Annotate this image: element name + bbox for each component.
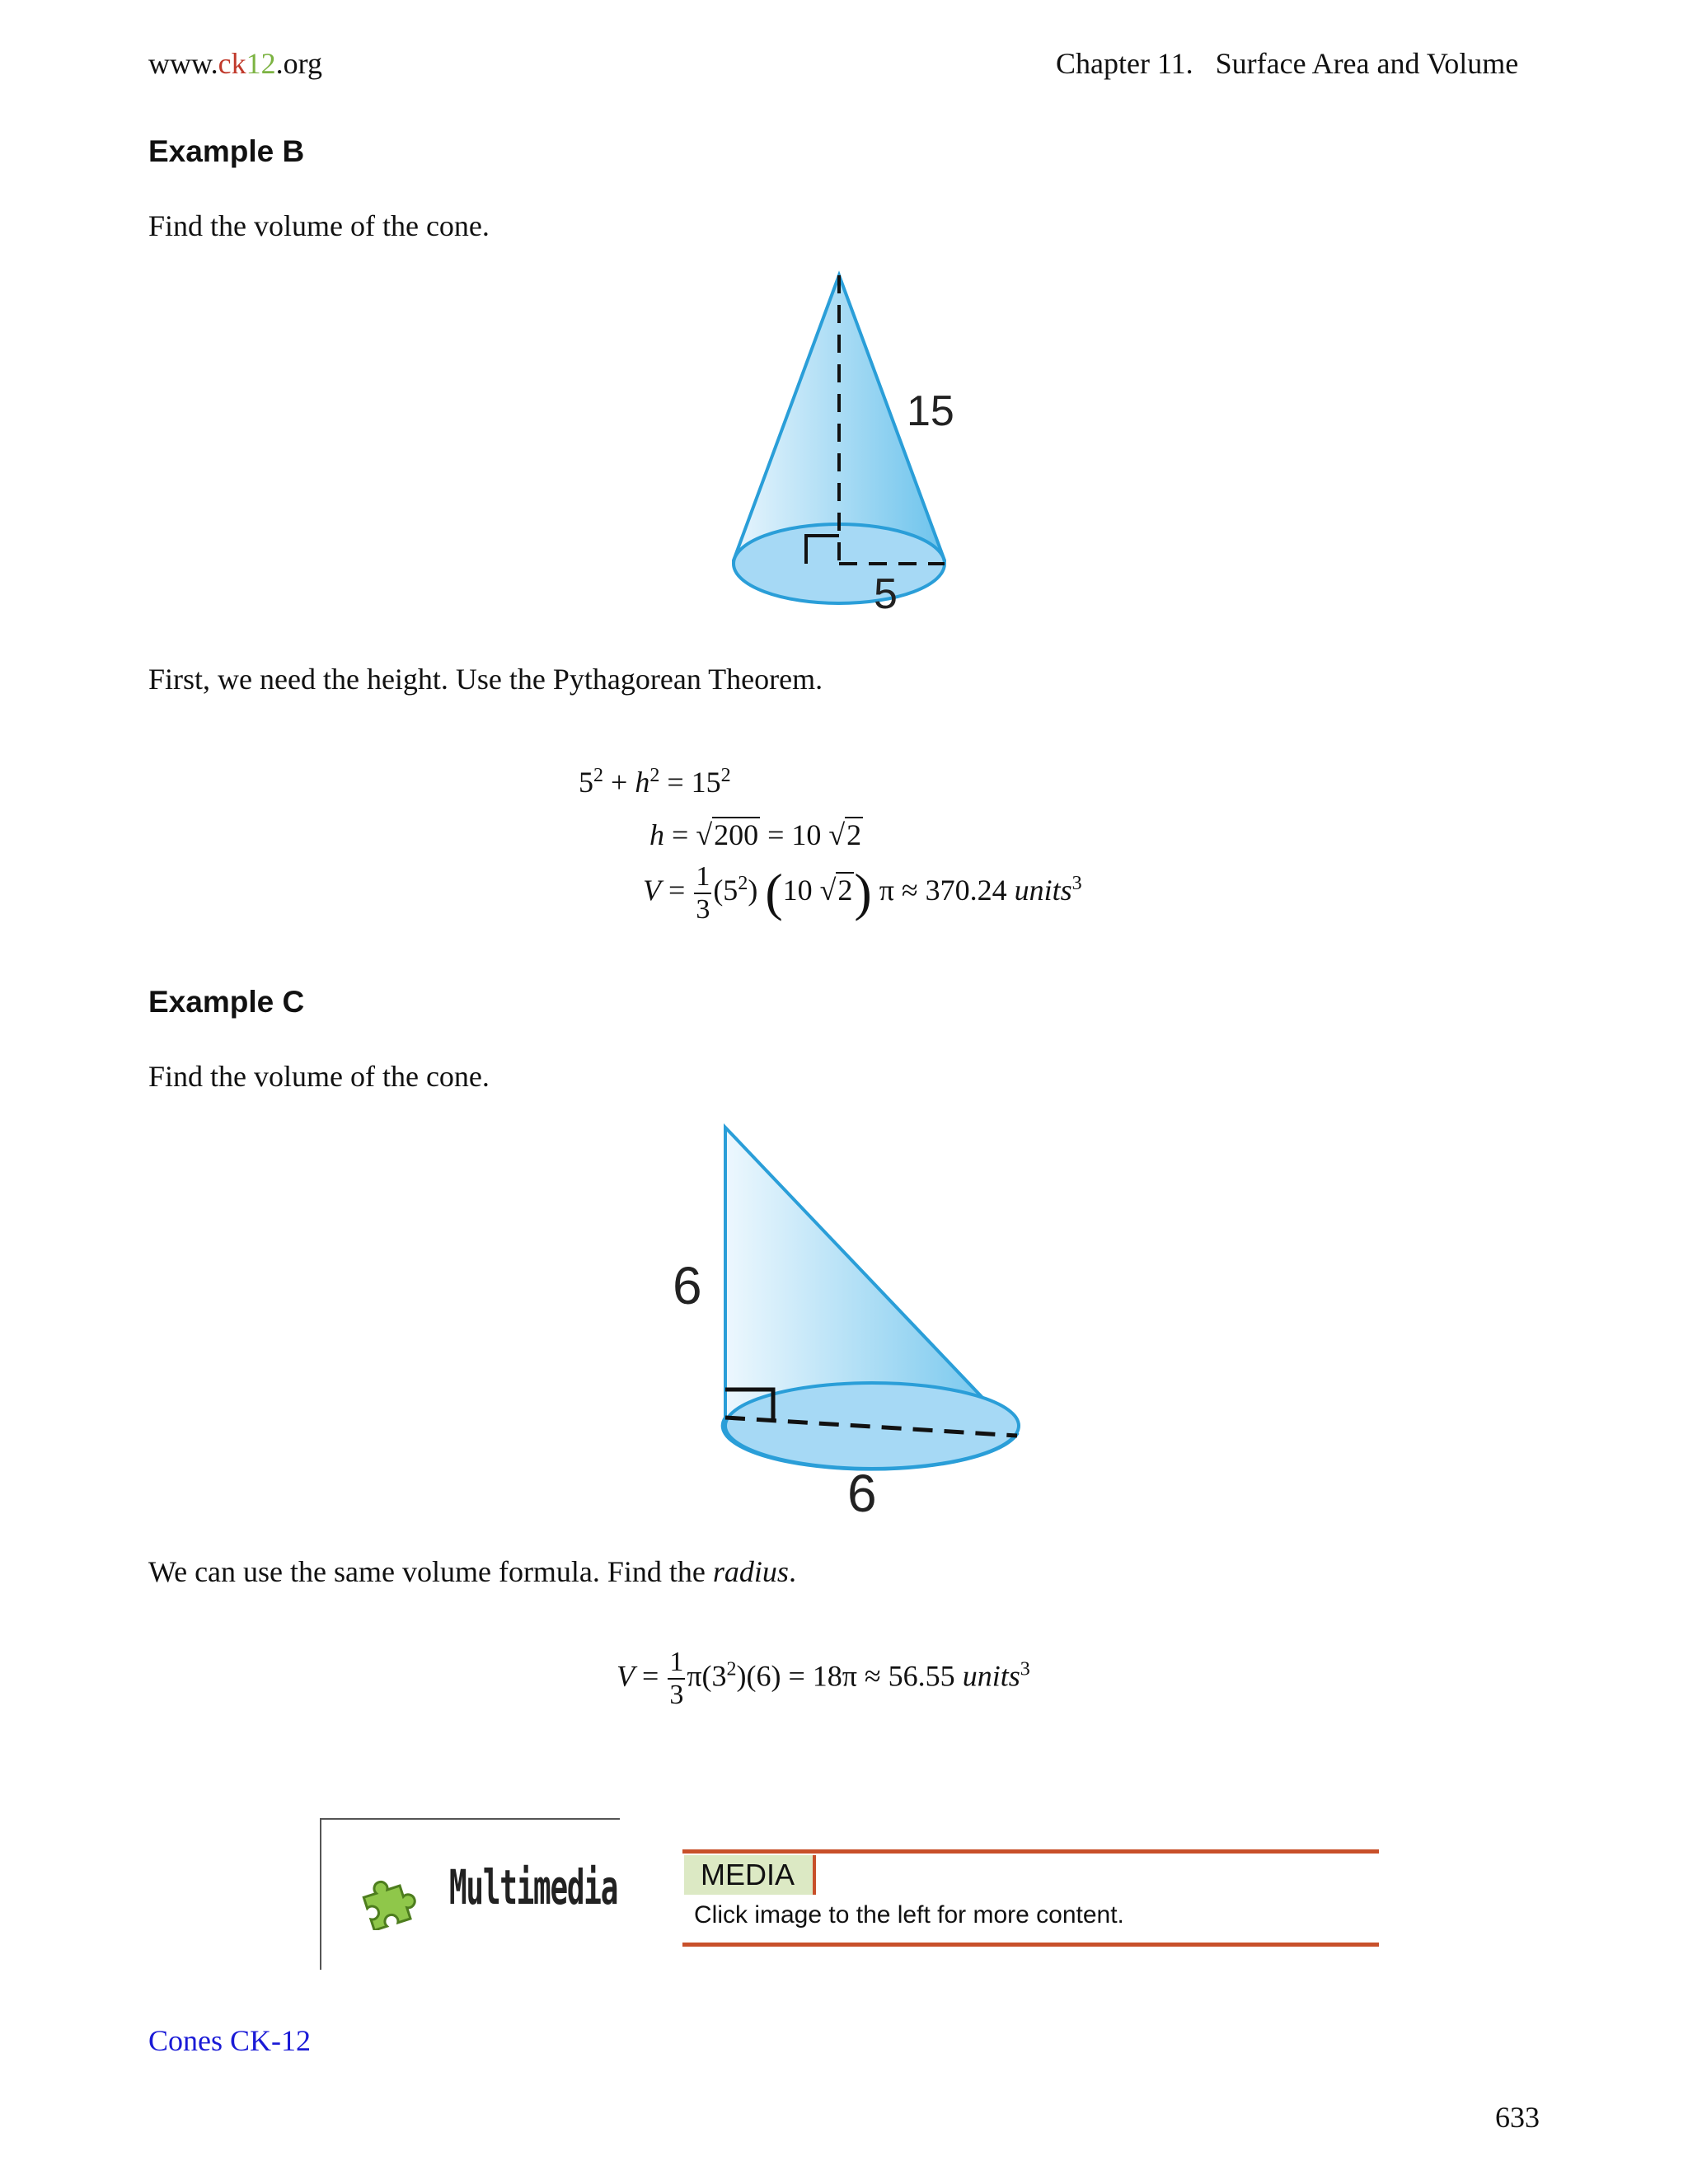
- fraction-one-third-c: $\frac{1}{3}$: [669, 1647, 684, 1710]
- height-label: 6: [673, 1256, 702, 1315]
- cones-ck12-link[interactable]: Cones CK-12: [148, 2024, 311, 2057]
- cone-figure-b: [717, 264, 981, 626]
- sqrt-200: √200: [696, 818, 759, 851]
- media-tag: MEDIA: [684, 1855, 816, 1895]
- site-url: www.ck12.org: [148, 47, 322, 80]
- slant-label: 15: [907, 387, 954, 435]
- equation-pythag: $5^2 + h^2 = 15^2$: [579, 765, 731, 799]
- example-b-prompt: Find the volume of the cone.: [148, 209, 490, 242]
- equation-volume-c: V = $\frac{1}{3}$ $\pi(3^2)(6) = 18\pi \approx 56.55$ units$^3$: [617, 1647, 1030, 1710]
- example-c-heading: Example C: [148, 985, 305, 1019]
- equation-volume-b: V = $\frac{1}{3}$ $(5^2)$ (10 √2) π ≈ 370.24 units$^3$: [643, 860, 1082, 925]
- example-b-explanation: First, we need the height. Use the Pythagorean Theorem.: [148, 663, 823, 696]
- diameter-label: 6: [847, 1464, 877, 1523]
- chapter-header: Chapter 11. Surface Area and Volume: [1056, 47, 1519, 80]
- equation-height: h = √200 = 10 √2: [649, 818, 862, 851]
- site-url-ck: ck: [218, 47, 246, 80]
- example-b-heading: Example B: [148, 134, 305, 168]
- cone-figure-c: [651, 1113, 1030, 1525]
- site-url-12: 12: [246, 47, 276, 80]
- media-instruction: Click image to the left for more content.: [694, 1901, 1124, 1929]
- example-c-explanation: We can use the same volume formula. Find the radius.: [148, 1555, 796, 1588]
- fraction-one-third: $\frac{1}{3}$: [696, 860, 710, 925]
- example-c-prompt: Find the volume of the cone.: [148, 1060, 490, 1093]
- puzzle-icon: [359, 1864, 425, 1930]
- cone-c-base: [725, 1383, 1019, 1469]
- media-box: [682, 1849, 1379, 1947]
- page-number: 633: [1495, 2101, 1540, 2134]
- sqrt-2: √2: [828, 818, 862, 851]
- radius-label: 5: [874, 570, 898, 618]
- multimedia-thumbnail[interactable]: [320, 1818, 620, 1970]
- multimedia-label: Multimedia: [449, 1859, 618, 1915]
